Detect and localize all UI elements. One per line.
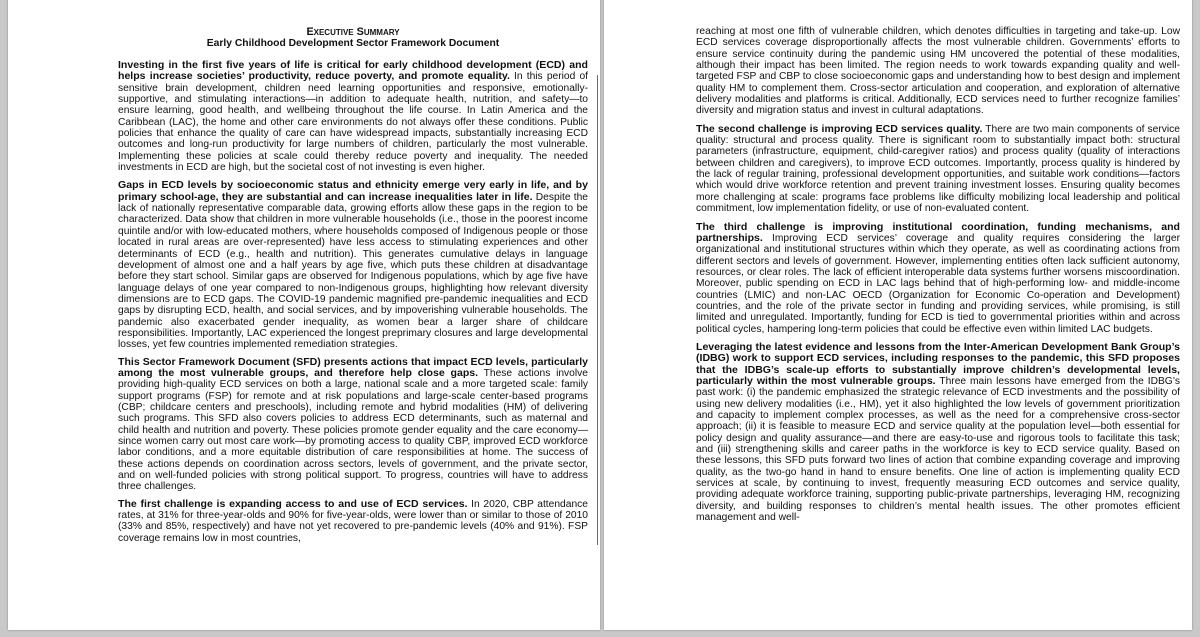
paragraph [118,499,588,544]
paragraph-lead: This Sector Framework Document (SFD) presents actions that impact ECD levels, particularly among the most vulnerable groups, and therefore help close gaps. [118,355,588,379]
paragraph-lead: Leveraging the latest evidence and lessons from the Inter-American Development Bank Group’s (IDBG) work to support ECD services, including responses to the pandemic, this SFD proposes that the IDBG’s scale-up efforts to substantially improve children’s developmental levels, particularly within the most vulnerable groups. [696,340,1180,387]
paragraph [118,357,588,493]
paragraph-body: Three main lessons have emerged from the IDBG’s past work: (i) the pandemic emphasized the strategic relevance of ECD investments and the possibility of using new delivery modalities (i.e., HM), yet it also highlighted the low levels of government prioritization and capacity to implement complex processes, as well as the need for a comprehensive cross-sector approach; (ii) it is feasible to measure ECD and service quality at the population level—both essential for policy design and quality assurance—and there are easy-to-use and rigorous tools to facilitate this task; and (iii) strengthening skills and career paths in the workforce is key to ECD service quality. Based on these lessons, this SFD puts forward two lines of action that combine expanding coverage and improving quality, as the two-go hand in hand to ensure benefits. One line of action is implementing quality ECD services at scale, by continuing to invest, frequently measuring ECD outcomes and service quality, providing adequate workforce training, supporting public-private partnerships, leveraging HM, recognizing diversity, and building responses to children’s mental health issues. The other promotes efficient management and well- [696,375,1180,524]
paragraph-lead: The second challenge is improving ECD services quality. [696,122,983,135]
left-page [8,0,600,630]
paragraph-body: reaching at most one fifth of vulnerable children, which denotes difficulties in targeting and take-up. Low ECD services coverage disproportionally affects the most vulnerable children. Governments’ efforts to ensure service continuity during the pandemic using HM uncovered the potential of these modalities, although their impact has been limited. The region needs to work towards expanding quality and well-targeted FSP and CBP to close socioeconomic gaps and understanding how to best design and implement quality HM to complement them. Cross-sector articulation and cooperation, and exploration of alternative delivery modalities and platforms is critical. Additionally, ECD services need to further recognize families’ diversity and migration status and invest in cultural adaptations. [696,26,1180,117]
paragraph [696,26,1180,117]
paragraph [118,180,588,350]
paragraph-body: Despite the lack of nationally representative comparable data, growing efforts allow these gaps in the region to be characterized. Data show that children in more vulnerable households (i.e., those in the poorest income quintile and/or with low-educated mothers, where households composed of Indigenous people or those located in rural areas are over-represented) have less access to stimulating experiences and other determinants of ECD (e.g., health and nutrition). This generates cumulative delays in language development of almost one and a half years by age five, which puts these children at disadvantage before they start school. Similar gaps are observed for Indigenous populations, which by age five have language delays of one year compared to non-Indigenous groups, highlighting how relevant diversity dimensions are to ECD gaps. The COVID-19 pandemic magnified pre-pandemic inequalities and ECD gaps by disrupting ECD, health, and social services, and by impoverishing vulnerable households. The pandemic also exacerbated gender inequality, as women bear a larger share of childcare responsibilities. Importantly, LAC experienced the longest preprimary closures and large developmental losses, yet few countries implemented remediation strategies. [118,191,588,351]
paragraph-body: Improving ECD services’ coverage and quality requires considering the larger organizational and institutional structures within which they operate, as well as coordinating actions from different sectors and levels of government. However, implementing entities often lack sufficient autonomy, resources, or clear roles. The lack of efficient interoperable data systems further worsens miscoordination. Moreover, public spending on ECD in LAC lags behind that of high-performing low- and middle-income countries (LMIC) and non-LAC OECD (Organization for Economic Co-operation and Development) countries, and the role of the private sector in funding and providing services, while promising, is still limited and unregulated. Importantly, funding for ECD is tied to governmental priorities within and across political cycles, hampering long-term policies that could be effective even within limited LAC budgets. [696,232,1180,335]
title-block [118,26,588,50]
paragraph-lead: The third challenge is improving institutional coordination, funding mechanisms, and partnerships. [696,220,1180,244]
paragraph [696,222,1180,335]
right-page [604,0,1192,630]
paragraph-lead: Gaps in ECD levels by socioeconomic status and ethnicity emerge very early in life, and by primary school-age, they are substantial and can increase inequalities later in life. [118,179,588,203]
paragraph [696,124,1180,215]
paragraph-lead: Investing in the first five years of life is critical for early childhood development (ECD) and helps increase societies’ productivity, reduce poverty, and promote equality. [118,59,588,83]
paragraph-lead: The first challenge is expanding access to and use of ECD services. [118,497,468,510]
paragraph [118,60,588,173]
paragraph-body: In this period of sensitive brain development, children need learning opportunities and responsive, emotionally-supportive, and stimulating interactions—in addition to adequate health, nutrition, and safety—to ensure learning, good health, and wellbeing throughout the life course. In Latin America and the Caribbean (LAC), the home and other care environments do not always offer these conditions. Public policies that enhance the quality of care can have widespread impacts, substantially increasing ECD outcomes and long-run productivity for large numbers of children, particularly the most vulnerable. Implementing these policies at scale could thereby reduce poverty and inequality. The needed investments in ECD are high, but the societal cost of not investing is even higher. [118,71,589,174]
executive-summary-heading: Executive Summary [306,26,400,38]
page-divider [597,75,598,545]
paragraph-body: These actions involve providing high-quality ECD services on both a large, national scale and a more targeted scale: family support programs (FSP) for remote and at risk populations and large-scale center-based programs (CBP; childcare centers and preschools), including remote and hybrid modalities (HM) of delivering such programs. This SFD also covers policies to address ECD determinants, such as maternal and child health and nutrition and poverty. These policies promote gender equality and the care economy—since women carry out most care work—by promoting access to quality CBP, improved ECD workforce labor conditions, and a more equitable distribution of care responsibilities at home. The success of these actions depends on coordination across sectors, levels of government, and the private sector, and on well-funded policies with strong political support. To progress, countries will have to address three challenges. [118,367,588,493]
paragraph-body: There are two main components of service quality: structural and process quality. There is significant room to substantially impact both: structural parameters (infrastructure, equipment, child-caregiver ratios) and process quality (quality of interactions between children and caregivers), to improve ECD outcomes. Importantly, process quality is hindered by the lack of regular training, professional development opportunities, and suitable work conditions—factors which would drive workforce retention and prevent training investment losses. Ensuring quality becomes more challenging at scale: programs face problems like difficulty mobilizing local leadership and political commitment, low implementation fidelity, or use of non-evaluated content. [696,123,1180,215]
paragraph [696,342,1180,524]
document-title: Early Childhood Development Sector Framework Document [206,38,500,49]
paragraph-body: In 2020, CBP attendance rates, at 31% for three-year-olds and 90% for five-year-olds, were lower than or similar to those of 2010 (33% and 85%, respectively) and have not yet recovered to pre-pandemic levels (40% and 91%). FSP coverage remains low in most countries, [118,498,588,544]
